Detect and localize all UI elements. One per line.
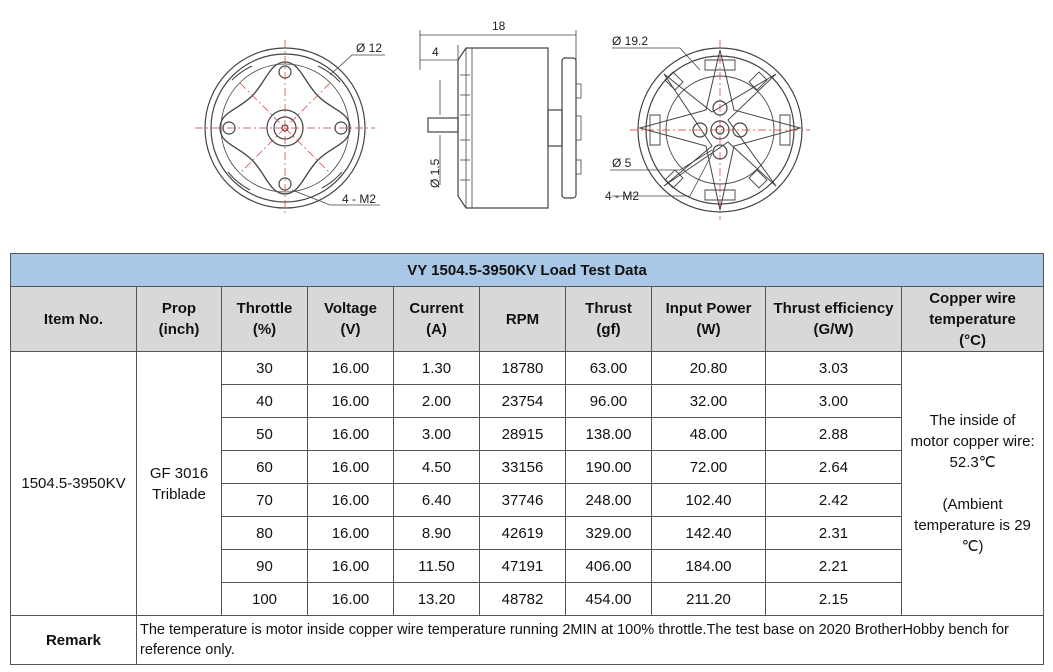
temperature-text: The inside of [929, 412, 1016, 429]
header-text: Thrust [585, 300, 632, 317]
thrust-cell: 406.00 [566, 550, 652, 583]
throttle-cell: 50 [222, 418, 308, 451]
current-cell: 3.00 [394, 418, 480, 451]
technical-drawing [0, 0, 1053, 250]
thrust-cell: 63.00 [566, 352, 652, 385]
temperature-cell [902, 352, 1044, 616]
header-text: Voltage [323, 300, 378, 317]
shaft-diameter-label: Ø 1.5 [428, 158, 442, 188]
header-text: Throttle [236, 300, 293, 317]
thrust-efficiency-cell: 3.00 [766, 385, 902, 418]
throttle-cell: 60 [222, 451, 308, 484]
side-view-drawing [420, 30, 581, 208]
throttle-cell: 40 [222, 385, 308, 418]
header-voltage [308, 287, 394, 352]
rear-diameter-label: Ø 19.2 [612, 34, 649, 48]
throttle-cell: 80 [222, 517, 308, 550]
thrust-efficiency-cell: 3.03 [766, 352, 902, 385]
current-cell: 1.30 [394, 352, 480, 385]
header-prop [137, 287, 222, 352]
header-text: temperature [929, 310, 1016, 328]
header-row [11, 287, 1044, 352]
voltage-cell: 16.00 [308, 517, 394, 550]
temperature-text: (Ambient [942, 496, 1003, 513]
shaft-length-label: 4 [432, 45, 439, 59]
thrust-efficiency-cell: 2.64 [766, 451, 902, 484]
current-cell: 11.50 [394, 550, 480, 583]
overall-length-label: 18 [492, 19, 506, 33]
item-no-cell: 1504.5-3950KV [11, 352, 137, 616]
remark-text: The temperature is motor inside copper wire temperature running 2MIN at 100% throttle.The test base on 2020 BrotherHobby bench for reference only. [137, 616, 1044, 665]
thrust-cell: 190.00 [566, 451, 652, 484]
table-row [11, 352, 1044, 385]
header-copper-temp [902, 287, 1044, 352]
header-text: Prop [161, 300, 197, 317]
thrust-cell: 96.00 [566, 385, 652, 418]
header-item-no [11, 287, 137, 352]
front-view-drawing [195, 40, 385, 215]
front-diameter-label: Ø 12 [356, 41, 383, 55]
input-power-cell: 20.80 [652, 352, 766, 385]
temperature-text: temperature is 29 [914, 517, 1031, 534]
rpm-cell: 47191 [480, 550, 566, 583]
throttle-cell: 90 [222, 550, 308, 583]
header-rpm [480, 287, 566, 352]
header-text: RPM [505, 310, 540, 328]
thrust-cell: 329.00 [566, 517, 652, 550]
header-text: (G/W) [813, 321, 854, 338]
thrust-efficiency-cell: 2.31 [766, 517, 902, 550]
remark-label: Remark [11, 616, 137, 665]
load-test-table [10, 253, 1044, 665]
thrust-efficiency-cell: 2.42 [766, 484, 902, 517]
motor-drawings [0, 0, 1053, 250]
table-title: VY 1504.5-3950KV Load Test Data [11, 254, 1044, 287]
voltage-cell: 16.00 [308, 352, 394, 385]
prop-text: GF 3016 [149, 464, 209, 482]
thrust-cell: 454.00 [566, 583, 652, 616]
throttle-cell: 30 [222, 352, 308, 385]
header-text: Item No. [43, 310, 104, 328]
voltage-cell: 16.00 [308, 451, 394, 484]
rpm-cell: 23754 [480, 385, 566, 418]
header-text: (inch) [158, 321, 200, 338]
header-thrust [566, 287, 652, 352]
rpm-cell: 18780 [480, 352, 566, 385]
input-power-cell: 48.00 [652, 418, 766, 451]
header-text: (A) [426, 321, 447, 338]
header-text: (V) [340, 321, 361, 338]
header-text: Copper wire [929, 289, 1016, 307]
current-cell: 4.50 [394, 451, 480, 484]
header-text: Input Power [665, 300, 752, 317]
current-cell: 6.40 [394, 484, 480, 517]
rear-view-drawing [610, 40, 810, 220]
thrust-efficiency-cell: 2.15 [766, 583, 902, 616]
prop-text: Triblade [152, 485, 206, 503]
header-current [394, 287, 480, 352]
voltage-cell: 16.00 [308, 385, 394, 418]
input-power-cell: 184.00 [652, 550, 766, 583]
thrust-efficiency-cell: 2.88 [766, 418, 902, 451]
thrust-cell: 248.00 [566, 484, 652, 517]
rpm-cell: 48782 [480, 583, 566, 616]
rpm-cell: 37746 [480, 484, 566, 517]
remark-row [11, 616, 1044, 665]
front-screws-label: 4 - M2 [342, 192, 377, 206]
input-power-cell: 102.40 [652, 484, 766, 517]
input-power-cell: 72.00 [652, 451, 766, 484]
voltage-cell: 16.00 [308, 484, 394, 517]
rpm-cell: 42619 [480, 517, 566, 550]
header-text: (°C) [959, 331, 986, 349]
throttle-cell: 100 [222, 583, 308, 616]
rpm-cell: 28915 [480, 418, 566, 451]
header-text: Thrust efficiency [773, 300, 894, 317]
throttle-cell: 70 [222, 484, 308, 517]
thrust-cell: 138.00 [566, 418, 652, 451]
header-text: Current [409, 300, 464, 317]
header-text: (W) [696, 321, 721, 338]
thrust-efficiency-cell: 2.21 [766, 550, 902, 583]
header-thrust-efficiency [766, 287, 902, 352]
input-power-cell: 32.00 [652, 385, 766, 418]
input-power-cell: 211.20 [652, 583, 766, 616]
voltage-cell: 16.00 [308, 418, 394, 451]
prop-cell [137, 352, 222, 616]
temperature-text: ℃) [961, 538, 984, 555]
rear-screws-label: 4 - M2 [605, 189, 640, 203]
temperature-text: 52.3℃ [949, 454, 996, 471]
voltage-cell: 16.00 [308, 583, 394, 616]
voltage-cell: 16.00 [308, 550, 394, 583]
rpm-cell: 33156 [480, 451, 566, 484]
current-cell: 2.00 [394, 385, 480, 418]
header-input-power [652, 287, 766, 352]
current-cell: 13.20 [394, 583, 480, 616]
header-text: (%) [252, 321, 277, 338]
rear-bore-label: Ø 5 [612, 156, 632, 170]
current-cell: 8.90 [394, 517, 480, 550]
input-power-cell: 142.40 [652, 517, 766, 550]
header-text: (gf) [596, 321, 621, 338]
table-body [11, 352, 1044, 665]
temperature-text: motor copper wire: [910, 433, 1035, 450]
header-throttle [222, 287, 308, 352]
